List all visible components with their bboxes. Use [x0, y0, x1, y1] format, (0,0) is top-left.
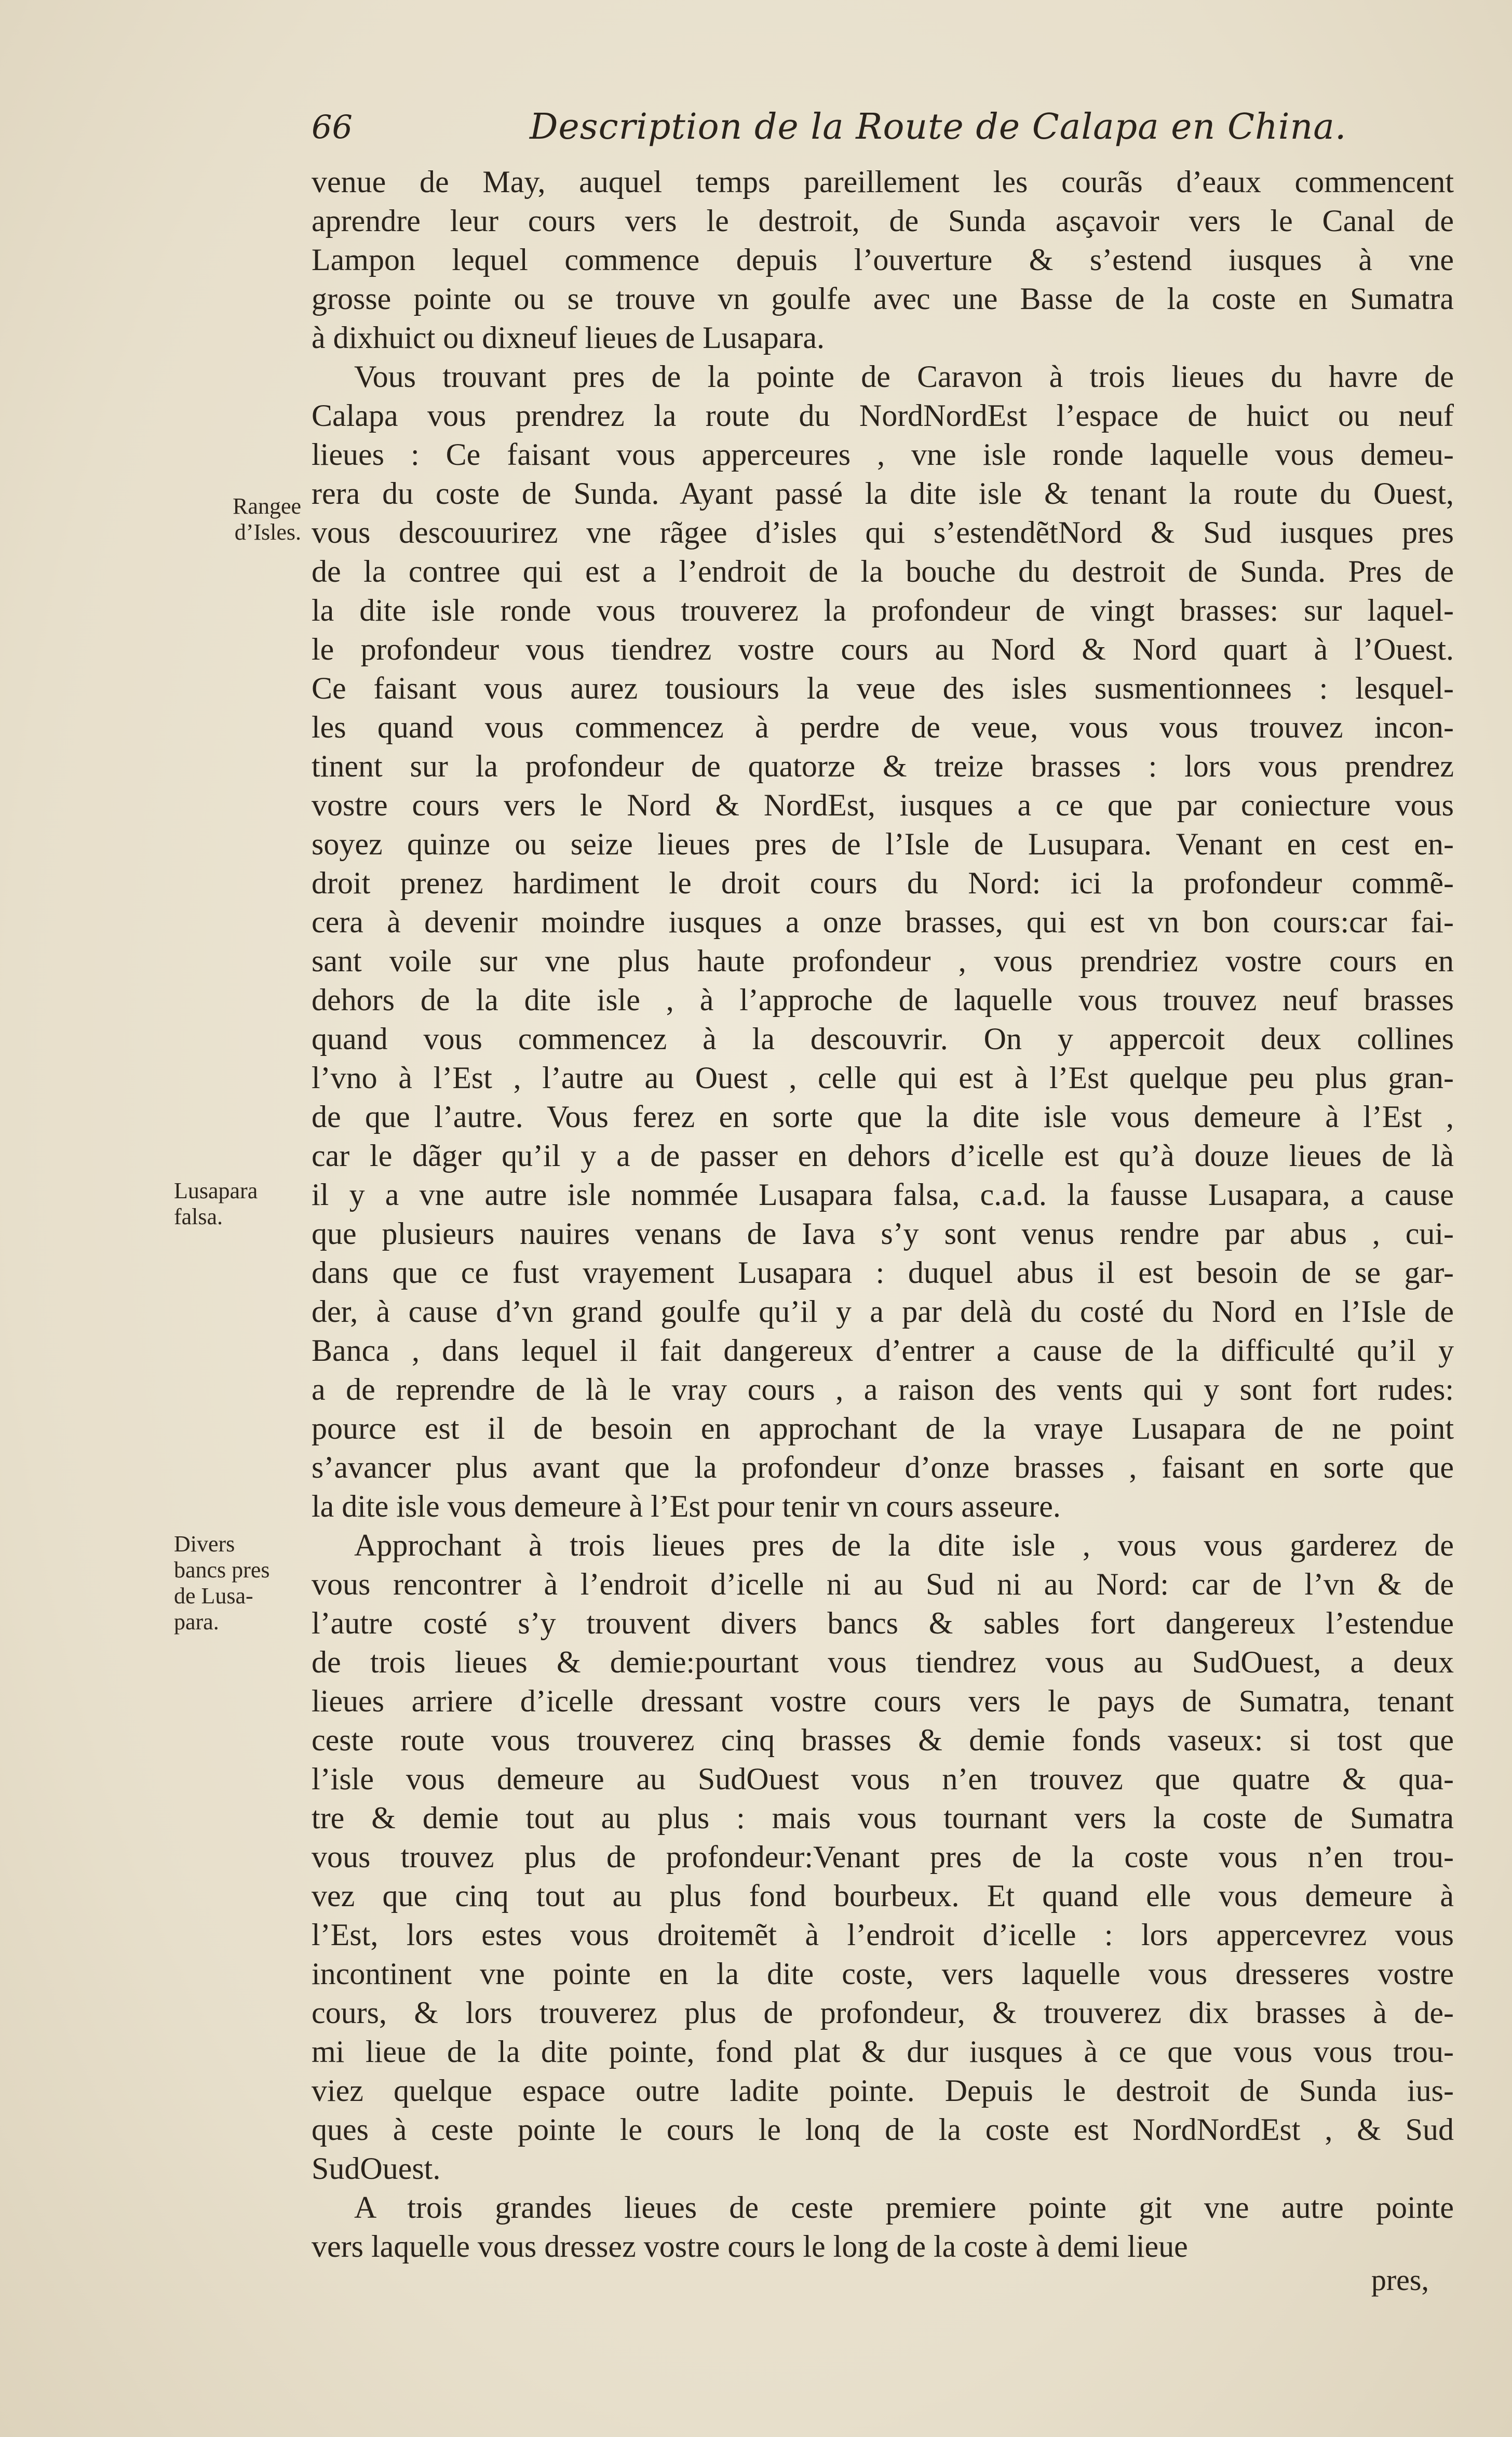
text-line: ceste route vous trouverez cinq brasses & demie fonds vaseux: si tost que [312, 1723, 1454, 1757]
running-title: Description de la Route de Calapa en China. [530, 106, 1347, 148]
text-line: A trois grandes lieues de ceste premiere pointe git vne autre pointe [354, 2190, 1454, 2225]
text-line: la dite isle vous demeure à l’Est pour tenir vn cours asseure. [312, 1489, 1061, 1523]
text-line: l’autre costé s’y trouvent divers bancs & sables fort dangereux l’estendue [312, 1606, 1454, 1640]
text-line: le profondeur vous tiendrez vostre cours au Nord & Nord quart à l’Ouest. [312, 632, 1454, 666]
text-line: tre & demie tout au plus : mais vous tournant vers la coste de Sumatra [312, 1801, 1454, 1835]
text-line: Vous trouvant pres de la pointe de Caravon à trois lieues du havre de [354, 359, 1454, 394]
text-line: pource est il de besoin en approchant de la vraye Lusapara de ne point [312, 1411, 1454, 1445]
page-number: 66 [312, 108, 353, 146]
text-line: viez quelque espace outre ladite pointe. Depuis le destroit de Sunda ius- [312, 2073, 1454, 2108]
margin-note-line: d’Isles. [234, 519, 301, 545]
text-line: que plusieurs nauires venans de Iava s’y sont venus rendre par abus , cui- [312, 1216, 1454, 1251]
text-line: de la contree qui est a l’endroit de la bouche du destroit de Sunda. Pres de [312, 554, 1454, 588]
paragraph [312, 357, 1454, 1526]
text-line: SudOuest. [312, 2151, 441, 2186]
text-line: l’Est, lors estes vous droitemẽt à l’endroit d’icelle : lors appercevrez vous [312, 1918, 1454, 1952]
text-line: vers laquelle vous dressez vostre cours le long de la coste à demi lieue [312, 2229, 1188, 2264]
text-line: dans que ce fust vrayement Lusapara : duquel abus il est besoin de se gar- [312, 1255, 1454, 1290]
text-line: de que l’autre. Vous ferez en sorte que la dite isle vous demeure à l’Est , [312, 1100, 1454, 1134]
text-line: Ce faisant vous aurez tousiours la veue des isles susmentionnees : lesquel- [312, 671, 1454, 705]
margin-note-line: Lusapara [174, 1178, 258, 1203]
text-line: sant voile sur vne plus haute profondeur , vous prendriez vostre cours en [312, 944, 1454, 978]
text-line: quand vous commencez à la descouvrir. On y appercoit deux collines [312, 1022, 1454, 1056]
margin-note-lusapara-falsa [174, 1178, 304, 1230]
catchword: pres, [1371, 2263, 1429, 2297]
text-line: rera du coste de Sunda. Ayant passé la dite isle & tenant la route du Ouest, [312, 476, 1454, 511]
text-line: soyez quinze ou seize lieues pres de l’Isle de Lusupara. Venant en cest en- [312, 827, 1454, 861]
margin-note-line: de Lusa- [174, 1583, 253, 1609]
text-line: venue de May, auquel temps pareillement les courãs d’eaux commencent [312, 165, 1454, 199]
text-line: s’avancer plus avant que la profondeur d’onze brasses , faisant en sorte que [312, 1450, 1454, 1484]
text-line: de trois lieues & demie:pourtant vous tiendrez vous au SudOuest, a deux [312, 1645, 1454, 1679]
paragraph [312, 1526, 1454, 2188]
text-line: aprendre leur cours vers le destroit, de Sunda asçavoir vers le Canal de [312, 204, 1454, 238]
text-line: grosse pointe ou se trouve vn goulfe avec une Basse de la coste en Sumatra [312, 282, 1454, 316]
text-line: cours, & lors trouverez plus de profondeur, & trouverez dix brasses à de- [312, 1996, 1454, 2030]
text-line: vez que cinq tout au plus fond bourbeux. Et quand elle vous demeure à [312, 1879, 1454, 1913]
margin-note-line: bancs pres [174, 1557, 270, 1583]
text-line: il y a vne autre isle nommée Lusapara falsa, c.a.d. la fausse Lusapara, a cause [312, 1177, 1454, 1212]
text-line: incontinent vne pointe en la dite coste, vers laquelle vous dresseres vostre [312, 1957, 1454, 1991]
text-line: droit prenez hardiment le droit cours du Nord: ici la profondeur commẽ- [312, 866, 1454, 900]
text-line: dehors de la dite isle , à l’approche de laquelle vous trouvez neuf brasses [312, 983, 1454, 1017]
margin-note-line: para. [174, 1609, 219, 1635]
text-line: la dite isle ronde vous trouverez la profondeur de vingt brasses: sur laquel- [312, 593, 1454, 627]
text-line: mi lieue de la dite pointe, fond plat & dur iusques à ce que vous vous trou- [312, 2034, 1454, 2069]
margin-note-line: Rangee [233, 493, 301, 519]
text-line: vous rencontrer à l’endroit d’icelle ni au Sud ni au Nord: car de l’vn & de [312, 1567, 1454, 1601]
text-line: cera à devenir moindre iusques a onze brasses, qui est vn bon cours:car fai- [312, 905, 1454, 939]
margin-note-rangee-disles [171, 493, 301, 545]
page-header [312, 101, 1454, 153]
text-line: tinent sur la profondeur de quatorze & treize brasses : lors vous prendrez [312, 749, 1454, 783]
margin-note-line: Divers [174, 1531, 235, 1557]
text-line: les quand vous commencez à perdre de veue, vous vous trouvez incon- [312, 710, 1454, 744]
text-line: lieues : Ce faisant vous apperceures , vne isle ronde laquelle vous demeu- [312, 437, 1454, 472]
margin-note-divers-bancs [174, 1531, 304, 1635]
text-line: car le dãger qu’il y a de passer en dehors d’icelle est qu’à douze lieues de là [312, 1139, 1454, 1173]
text-line: der, à cause d’vn grand goulfe qu’il y a par delà du costé du Nord en l’Isle de [312, 1294, 1454, 1329]
text-line: lieues arriere d’icelle dressant vostre cours vers le pays de Sumatra, tenant [312, 1684, 1454, 1718]
paragraph [312, 2188, 1454, 2266]
text-line: Calapa vous prendrez la route du NordNordEst l’espace de huict ou neuf [312, 398, 1454, 433]
text-line: ques à ceste pointe le cours le lonq de la coste est NordNordEst , & Sud [312, 2112, 1454, 2147]
text-line: l’isle vous demeure au SudOuest vous n’en trouvez que quatre & qua- [312, 1762, 1454, 1796]
text-line: a de reprendre de là le vray cours , a raison des vents qui y sont fort rudes: [312, 1372, 1454, 1407]
text-line: Approchant à trois lieues pres de la dite isle , vous vous garderez de [354, 1528, 1454, 1562]
text-line: Lampon lequel commence depuis l’ouverture & s’estend iusques à vne [312, 243, 1454, 277]
margin-note-line: falsa. [174, 1204, 223, 1229]
paragraph [312, 163, 1454, 357]
body-text [312, 163, 1454, 2266]
text-line: vous trouvez plus de profondeur:Venant pres de la coste vous n’en trou- [312, 1840, 1454, 1874]
text-line: vostre cours vers le Nord & NordEst, iusques a ce que par coniecture vous [312, 788, 1454, 822]
text-line: l’vno à l’Est , l’autre au Ouest , celle qui est à l’Est quelque peu plus gran- [312, 1061, 1454, 1095]
text-line: Banca , dans lequel il fait dangereux d’entrer a cause de la difficulté qu’il y [312, 1333, 1454, 1368]
text-line: à dixhuict ou dixneuf lieues de Lusapara. [312, 320, 825, 355]
text-line: vous descouurirez vne rãgee d’isles qui s’estendẽtNord & Sud iusques pres [312, 515, 1454, 550]
